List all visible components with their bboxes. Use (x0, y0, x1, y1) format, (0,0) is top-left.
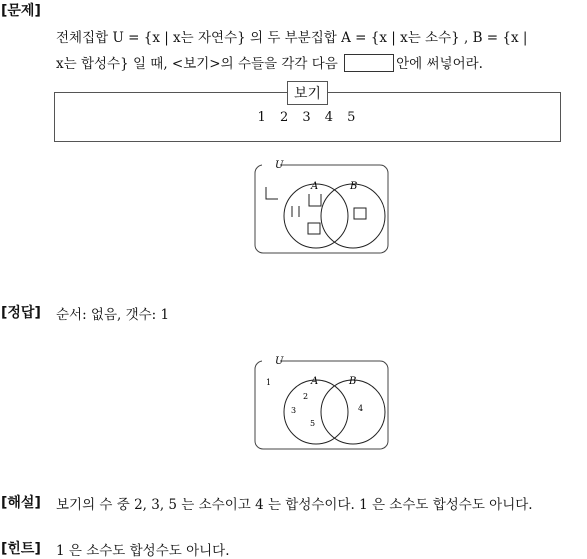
hint-text: 1 은 소수도 합성수도 아니다. (56, 543, 230, 559)
problem-venn-diagram (252, 157, 392, 257)
answer-outside-number: 1 (266, 378, 272, 387)
problem-line-1: 전체집합 U = {x | x는 자연수} 의 두 부분집합 A = {x | x는 소수} , B = {x | (56, 30, 528, 46)
set-a-label: A (311, 181, 319, 192)
answer-tag: [정답] (1, 305, 41, 321)
answer-universal-set-label: U (275, 356, 284, 367)
answer-b-number: 4 (358, 404, 364, 413)
bogi-title: 보기 (287, 81, 328, 105)
bogi-numbers: 1 2 3 4 5 (257, 110, 356, 125)
hint-tag: [힌트] (1, 541, 41, 557)
answer-set-b-label: B (349, 376, 357, 387)
problem-tag: [문제] (1, 3, 41, 19)
universal-set-label: U (275, 160, 284, 171)
problem-line-2 (56, 52, 483, 72)
answer-text: 순서: 없음, 갯수: 1 (56, 307, 170, 323)
answer-blank-box (344, 54, 394, 72)
answer-a-number: 2 (303, 392, 309, 401)
set-b-label: B (350, 181, 358, 192)
set-a-circle (284, 184, 348, 248)
problem-line-2-pre: x는 합성수} 일 때, <보기>의 수들을 각각 다음 (56, 56, 338, 72)
answer-venn-diagram (252, 353, 392, 453)
answer-set-a-label: A (311, 376, 319, 387)
blank-box-outside (266, 187, 278, 199)
blank-box-a-left (292, 206, 299, 217)
explanation-tag: [해설] (1, 495, 41, 511)
answer-a-number: 3 (291, 406, 297, 415)
answer-set-b-circle (321, 380, 385, 444)
explanation-text: 보기의 수 중 2, 3, 5 는 소수이고 4 는 합성수이다. 1 은 소수도 합성수도 아니다. (56, 497, 533, 513)
answer-a-number: 5 (310, 419, 316, 428)
problem-line-2-post: 안에 써넣어라. (396, 56, 483, 72)
blank-box-b (354, 208, 366, 219)
blank-box-a-bottom (308, 223, 320, 234)
set-b-circle (321, 184, 385, 248)
blank-box-a-top (309, 194, 321, 206)
